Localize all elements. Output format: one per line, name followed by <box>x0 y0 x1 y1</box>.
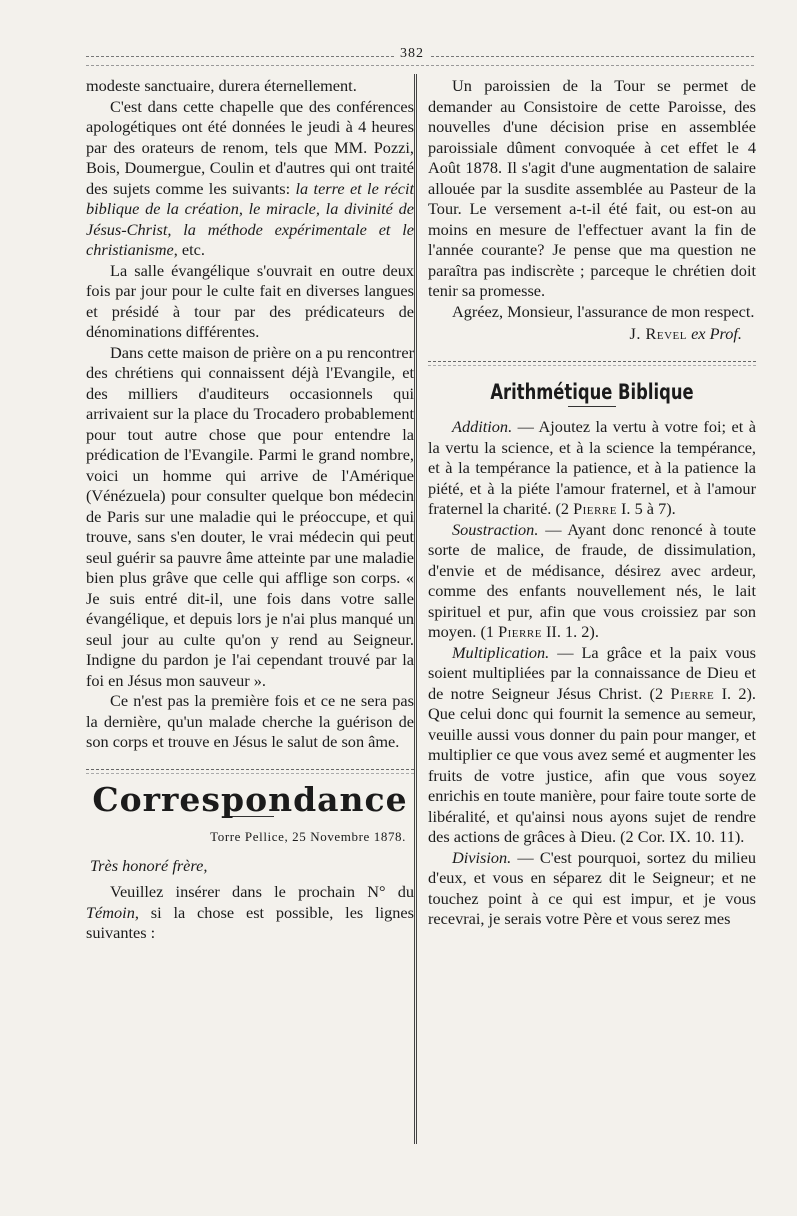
paragraph <box>86 97 414 261</box>
salutation: Très honoré frère, <box>90 855 208 875</box>
paragraph <box>86 882 414 944</box>
column-divider <box>414 74 417 1144</box>
section-text: — La grâce et la paix vous soient multipliées par la connaissance de Dieu et de notre Seigneur Jésus Christ. (2 <box>428 642 756 703</box>
section-divider <box>86 769 414 774</box>
section-label: Soustraction. <box>452 519 539 539</box>
body-start: Veuillez insérer dans le prochain N° du <box>110 882 414 901</box>
section-text: — C'est pourquoi, sortez du milieu d'eux, et vous en séparez dit le Seigneur; et ne touchez point à ce qui est impur, et je vous recevrai, je serais votre Père et vous serez mes <box>428 847 756 928</box>
ref-rest: I. 5 à 7). <box>616 499 676 518</box>
section-label: Division. <box>452 847 512 867</box>
page-number: 382 <box>395 46 429 62</box>
paragraph: Ce n'est pas la première fois et ce ne sera pas la dernière, qu'un malade cherche la guérison de son corps et trouve en Jésus le salut de son âme. <box>86 691 414 751</box>
paragraph: Dans cette maison de prière on a pu rencontrer des chrétiens qui connaissent déjà l'Evangile, et des milliers d'auditeurs occasionnels qui arrivaient sur la place du Trocadero probablement pour tout autre chose que pour entendre la prédication de l'Evangile. Parmi le grand nombre, voici un homme qui arrive de l'Amérique (Vénézuela) pour consulter quelque bon médecin de Paris sur une maladie qui le préoccupe, et qui trouve, sans s'en douter, le vrai médecin qui peut seul guérir sa pauvre âme atteinte par une maladie bien plus grâve que celle qui afflige son corps. « Je suis entré dit-il, une fois dans votre salle évangélique, et depuis lors je n'ai plus manqué un seul jour au culte qu'on y rend au Seigneur. Indigne du pardon je l'ai cependant trouvé par la foi en Jésus mon sauveur ». <box>86 342 414 690</box>
section-label: Multiplication. <box>452 642 550 662</box>
section-text: — Ayant donc renoncé à toute sorte de malice, de fraude, de dissimulation, d'envie et de médisance, désirez avec ardeur, comme des enfants nouvellement nés, le lait spirituel et pur, afin que vous croissiez par son moyen. (1 <box>428 519 756 641</box>
arithmetique-heading: Arithmétique Biblique <box>490 379 694 404</box>
arith-section-multiplication <box>428 643 756 848</box>
dateline: Torre Pellice, 25 Novembre 1878. <box>210 829 406 844</box>
body-end: , si la chose est possible, les lignes suivantes : <box>86 902 414 942</box>
paragraph: Un paroissien de la Tour se permet de demander au Consistoire de cette Paroisse, des nouvelles d'une décision prise en assemblée paroissiale dûment convoquée à cet effet le 4 Août 1878. Il s'agit d'une augmentation de salaire allouée par la susdite assemblée au Pasteur de la Tour. Le versement a-t-il été fait, ou est-on au moins en mesure de l'effectuer avant la fin de l'année courante? Je pense que ma question ne paraîtra pas indiscrète ; parceque le chrétien doit tenir sa promesse. <box>428 76 756 300</box>
section-divider <box>428 361 756 366</box>
correspondance-heading: Correspondance <box>92 779 408 819</box>
paragraph: La salle évangélique s'ouvrait en outre deux fois par jour pour le culte fait en diverses langues et présidé à tour par des prédicateurs de dénominations différentes. <box>86 260 414 341</box>
signature <box>428 324 756 345</box>
paragraph: Agréez, Monsieur, l'assurance de mon respect. <box>452 301 755 321</box>
arith-section-addition <box>428 417 756 520</box>
ref-book: Pierre <box>573 499 617 518</box>
section-label: Addition. <box>452 417 513 436</box>
ref-book: Pierre <box>498 622 542 641</box>
arith-section-soustraction <box>428 520 756 643</box>
topics-end: , etc. <box>173 240 205 259</box>
signature-name: J. Revel <box>629 324 687 343</box>
topics-list: la terre et le récit biblique de la création, le miracle, la divinité de Jésus-Christ, la méthode expérimentale et le christianisme <box>86 178 415 259</box>
paragraph: modeste sanctuaire, durera éternellement. <box>86 76 357 95</box>
left-column <box>86 76 414 944</box>
signature-title: ex Prof. <box>691 324 742 343</box>
section-text: — Ajoutez la vertu à votre foi; et à la vertu la science, et à la science la tempérance, et à la tempérance la patience, et à la patience la piété, et à la piéte l'amour fraternel, et à l'amour fraternel la charité. (2 <box>428 417 756 518</box>
heading-underline <box>568 406 616 407</box>
journal-name: Témoin <box>86 902 135 922</box>
ref-rest: II. 1. 2). <box>541 622 599 641</box>
right-column <box>428 76 756 930</box>
ref-rest: I. 2). Que celui donc qui fournit la semence au semeur, veuille aussi vous donner du pain pour manger, et multiplier ce que vous avez semé et augmenter les fruits de votre justice, afin que vous soyez enrichis en toute manière, pour faire toute sorte de libéralité, et qu'ainsi nous ayons sujet de rendre des actions de grâces à Dieu. (2 Cor. IX. 10. 11). <box>428 683 757 846</box>
paragraph-text: C'est dans cette chapelle que des conférences apologétiques ont été données le jeudi à 4 heures par des orateurs de renom, tels que MM. Pozzi, Bois, Doumergue, Coulin et d'autres qui ont traité des sujets comme les suivants: <box>86 96 414 198</box>
ref-book: Pierre <box>670 683 715 703</box>
arith-section-division <box>428 848 756 930</box>
